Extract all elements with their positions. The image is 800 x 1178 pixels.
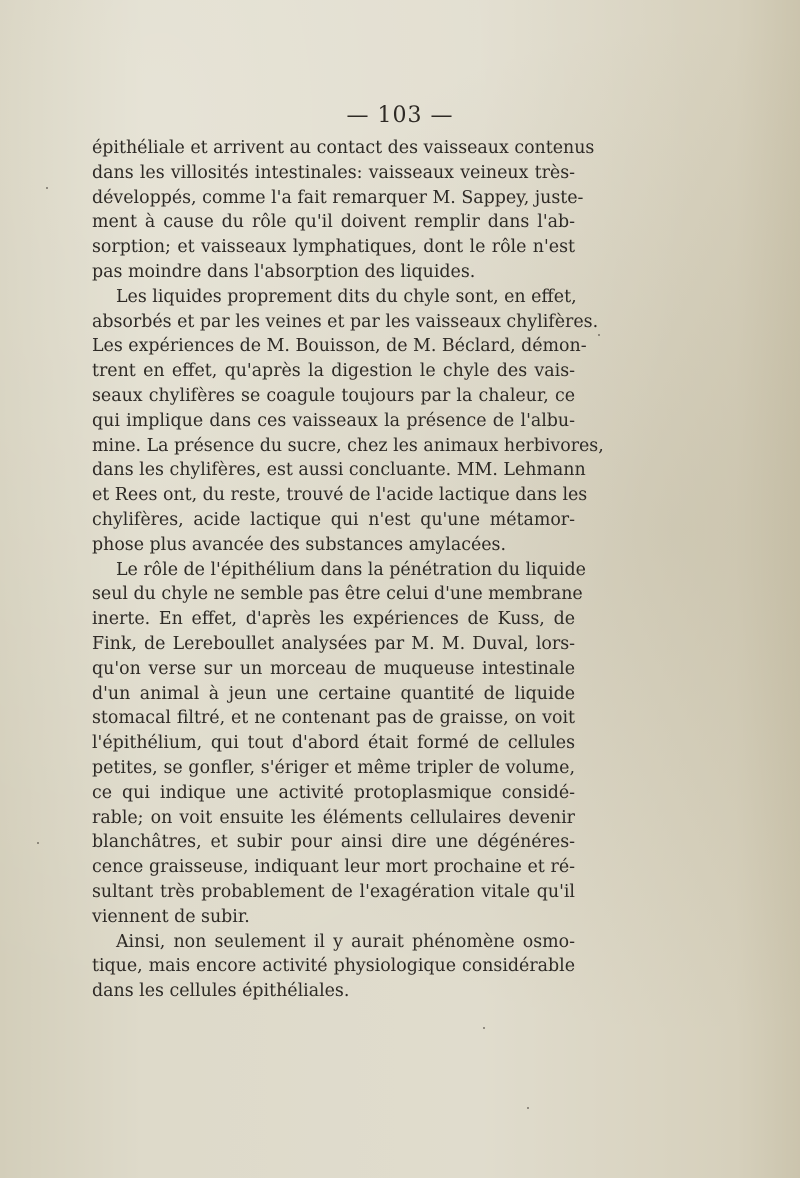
text-line: trent en effet, qu'après la digestion le chyle des vais- <box>92 361 575 382</box>
text-line: d'un animal à jeun une certaine quantité de liquide <box>92 683 575 704</box>
text-line: ment à cause du rôle qu'il doivent remplir dans l'ab- <box>92 212 575 233</box>
text-line: cence graisseuse, indiquant leur mort prochaine et ré- <box>92 857 575 878</box>
text-line: et Rees ont, du reste, trouvé de l'acide lactique dans les <box>92 485 588 506</box>
body-text <box>92 136 604 1004</box>
text-line: l'épithélium, qui tout d'abord était formé de cellules <box>92 733 575 754</box>
text-line: développés, comme l'a fait remarquer M. Sappey, juste- <box>92 187 584 208</box>
text-line: mine. La présence du sucre, chez les animaux herbivores, <box>92 435 604 456</box>
text-line: épithéliale et arrivent au contact des vaisseaux contenus <box>92 138 595 158</box>
page-number: — 103 — <box>346 103 454 128</box>
text-line: qui implique dans ces vaisseaux la présence de l'albu- <box>92 410 575 431</box>
text-line: Ainsi, non seulement il y aurait phénomène osmo- <box>116 931 575 952</box>
paper-speck <box>483 1027 485 1029</box>
paper-speck <box>527 1107 529 1109</box>
paper-speck <box>598 334 600 336</box>
text-line: phose plus avancée des substances amylacées. <box>92 534 506 555</box>
text-line: seul du chyle ne semble pas être celui d'une membrane <box>92 584 583 605</box>
paper-speck <box>37 842 39 844</box>
paper-speck <box>46 187 48 189</box>
text-line: chylifères, acide lactique qui n'est qu'une métamor- <box>92 509 575 530</box>
text-line: inerte. En effet, d'après les expériences de Kuss, de <box>92 609 575 630</box>
text-line: dans les cellules épithéliales. <box>92 981 350 1002</box>
text-line: Le rôle de l'épithélium dans la pénétration du liquide <box>116 559 586 580</box>
text-line: pas moindre dans l'absorption des liquides. <box>92 261 476 282</box>
text-line: dans les villosités intestinales: vaisseaux veineux très- <box>92 162 575 183</box>
text-line: rable; on voit ensuite les éléments cellulaires devenir <box>92 807 575 828</box>
text-line: Fink, de Lereboullet analysées par M. M. Duval, lors- <box>92 633 575 654</box>
text-line: stomacal filtré, et ne contenant pas de graisse, on voit <box>92 708 575 729</box>
text-line: sorption; et vaisseaux lymphatiques, dont le rôle n'est <box>92 237 575 258</box>
text-line: absorbés et par les veines et par les vaisseaux chylifères. <box>92 311 599 332</box>
text-line: sultant très probablement de l'exagération vitale qu'il <box>92 881 575 902</box>
text-line: dans les chylifères, est aussi concluante. MM. Lehmann <box>92 460 586 481</box>
text-line: seaux chylifères se coagule toujours par la chaleur, ce <box>92 385 575 406</box>
text-line: viennent de subir. <box>92 906 250 927</box>
text-line: petites, se gonfler, s'ériger et même tripler de volume, <box>92 757 575 778</box>
text-line: ce qui indique une activité protoplasmique considé- <box>92 782 575 803</box>
text-line: Les liquides proprement dits du chyle sont, en effet, <box>116 286 577 307</box>
text-line: tique, mais encore activité physiologique considérable <box>92 956 575 977</box>
text-line: qu'on verse sur un morceau de muqueuse intestinale <box>92 658 575 679</box>
text-line: blanchâtres, et subir pour ainsi dire une dégénéres- <box>92 832 575 853</box>
text-line: Les expériences de M. Bouisson, de M. Béclard, démon- <box>92 336 587 357</box>
